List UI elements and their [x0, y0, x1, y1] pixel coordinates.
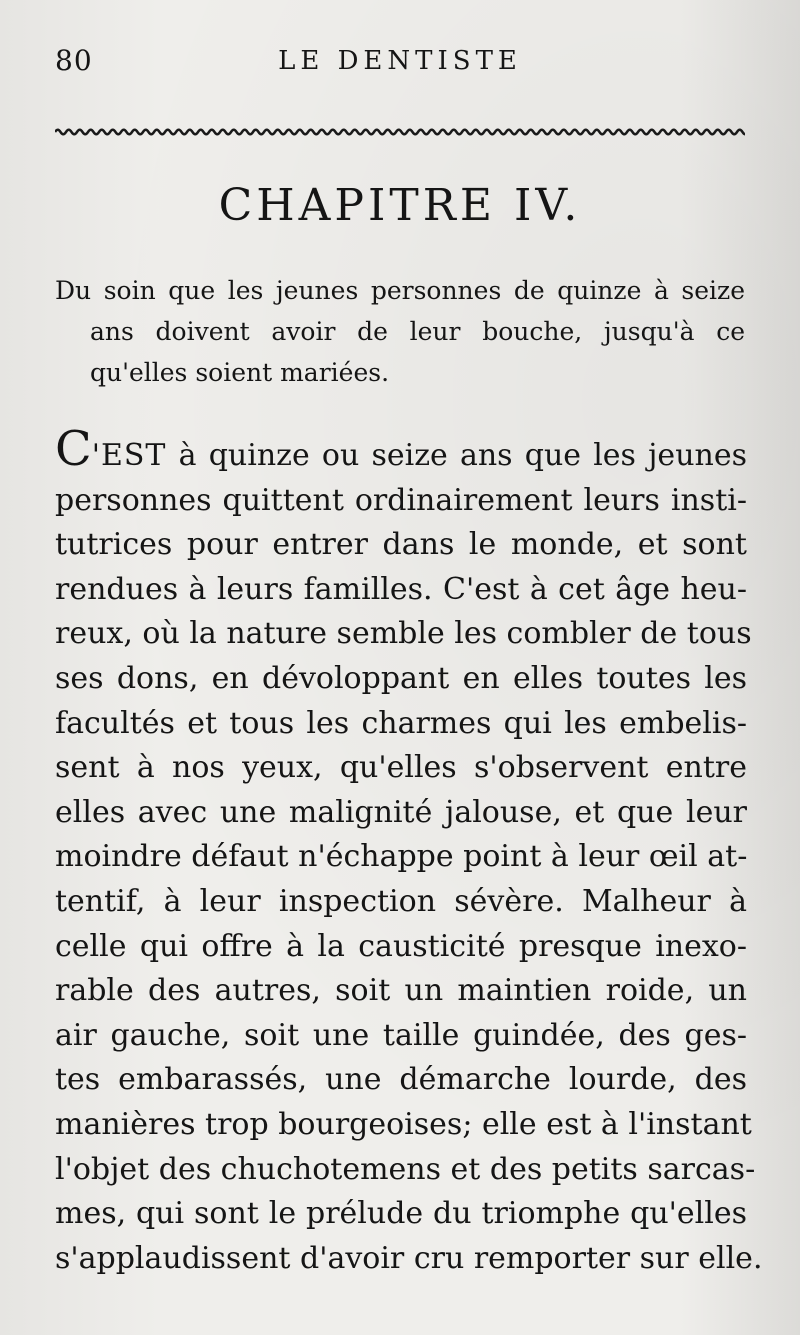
- text-line: air gauche, soit une taille guindée, des ges-: [55, 1017, 747, 1053]
- subtitle-line: Du soin que les jeunes personnes de quinze à seize: [55, 276, 745, 305]
- text-line: s'applaudissent d'avoir cru remporter sur elle.: [55, 1240, 763, 1276]
- drop-cap: C: [55, 421, 92, 477]
- first-word-small-caps: 'EST: [91, 438, 167, 473]
- text-line: tes embarassés, une démarche lourde, des: [55, 1062, 747, 1098]
- text-line: rendues à leurs familles. C'est à cet âge heu-: [55, 571, 747, 607]
- first-line-text: à quinze ou seize ans que les jeunes: [178, 438, 747, 473]
- page-header: [55, 44, 745, 84]
- text-line: sent à nos yeux, qu'elles s'observent entre: [55, 750, 747, 786]
- page-number: 80: [55, 44, 93, 77]
- subtitle-line: qu'elles soient mariées.: [90, 358, 390, 387]
- chapter-subtitle: [55, 270, 745, 393]
- running-title: LE DENTISTE: [278, 46, 522, 76]
- text-line: celle qui offre à la causticité presque inexo-: [55, 928, 747, 964]
- text-line: ses dons, en dévoloppant en elles toutes les: [55, 660, 747, 696]
- text-line: tentif, à leur inspection sévère. Malheur à: [55, 883, 747, 919]
- text-line: rable des autres, soit un maintien roide, un: [55, 973, 747, 1009]
- text-line: l'objet des chuchotemens et des petits sarcas-: [55, 1151, 756, 1187]
- text-line: mes, qui sont le prélude du triomphe qu'elles: [55, 1196, 747, 1232]
- text-line: tutrices pour entrer dans le monde, et sont: [55, 527, 747, 563]
- text-line: elles avec une malignité jalouse, et que leur: [55, 794, 747, 830]
- text-line: personnes quittent ordinairement leurs insti-: [55, 482, 747, 518]
- ornamental-rule: [55, 126, 745, 138]
- text-line: facultés et tous les charmes qui les embelis-: [55, 705, 747, 741]
- text-line: moindre défaut n'échappe point à leur œil at-: [55, 839, 748, 875]
- subtitle-line: ans doivent avoir de leur bouche, jusqu'à ce: [90, 317, 745, 346]
- text-line: manières trop bourgeoises; elle est à l'instant: [55, 1106, 752, 1142]
- text-line-first: [55, 421, 747, 479]
- text-line: reux, où la nature semble les combler de tous: [55, 616, 752, 652]
- body-text: [55, 421, 763, 1281]
- chapter-title: CHAPITRE IV.: [218, 180, 582, 231]
